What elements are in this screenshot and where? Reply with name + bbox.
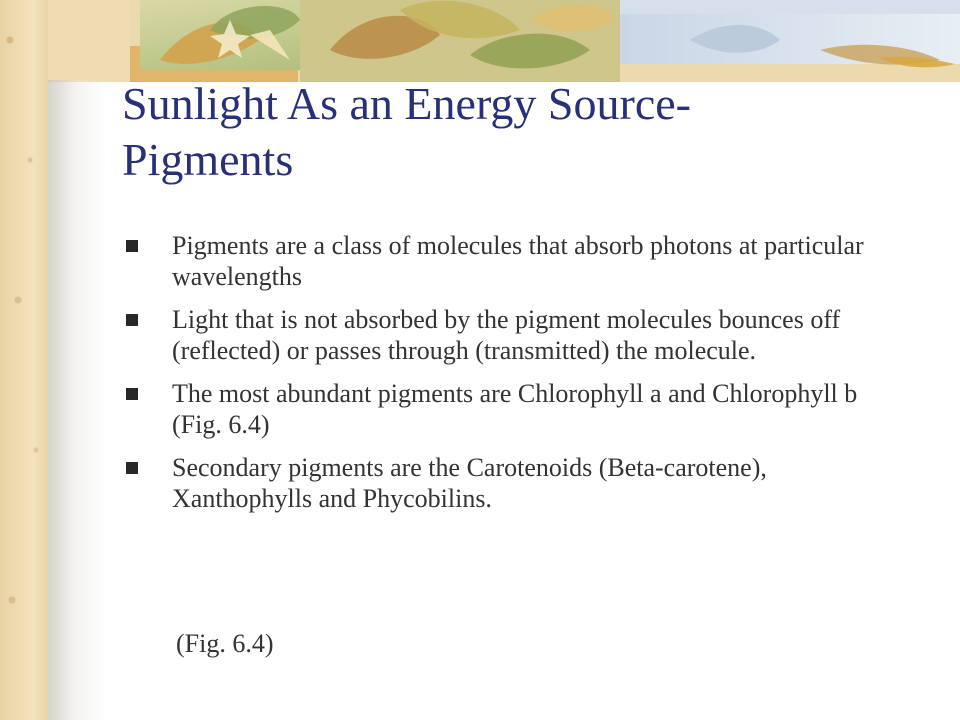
square-bullet-icon [126, 462, 138, 474]
bullet-item [124, 230, 884, 292]
bullet-item [124, 378, 884, 440]
slide-title: Sunlight As an Energy Source- Pigments [122, 78, 691, 185]
parchment-strip [0, 0, 48, 720]
bullet-text: Pigments are a class of molecules that absorb photons at particular wavelengths [172, 231, 864, 291]
leaf-collage-image [0, 0, 960, 82]
square-bullet-icon [126, 240, 138, 252]
square-bullet-icon [126, 314, 138, 326]
bullet-text: Light that is not absorbed by the pigment molecules bounces off (reflected) or passes through (transmitted) the molecule. [172, 305, 841, 365]
figure-reference: (Fig. 6.4) [176, 629, 274, 658]
bullet-text: Secondary pigments are the Carotenoids (Beta-carotene), Xanthophylls and Phycobilins. [172, 453, 767, 513]
bullet-item [124, 304, 884, 366]
decorative-leaf-banner [0, 0, 960, 82]
square-bullet-icon [126, 388, 138, 400]
parchment-shadow [48, 80, 108, 720]
bullet-list [124, 230, 884, 526]
bullet-item [124, 452, 884, 514]
bullet-text: The most abundant pigments are Chlorophyll a and Chlorophyll b (Fig. 6.4) [172, 379, 858, 439]
